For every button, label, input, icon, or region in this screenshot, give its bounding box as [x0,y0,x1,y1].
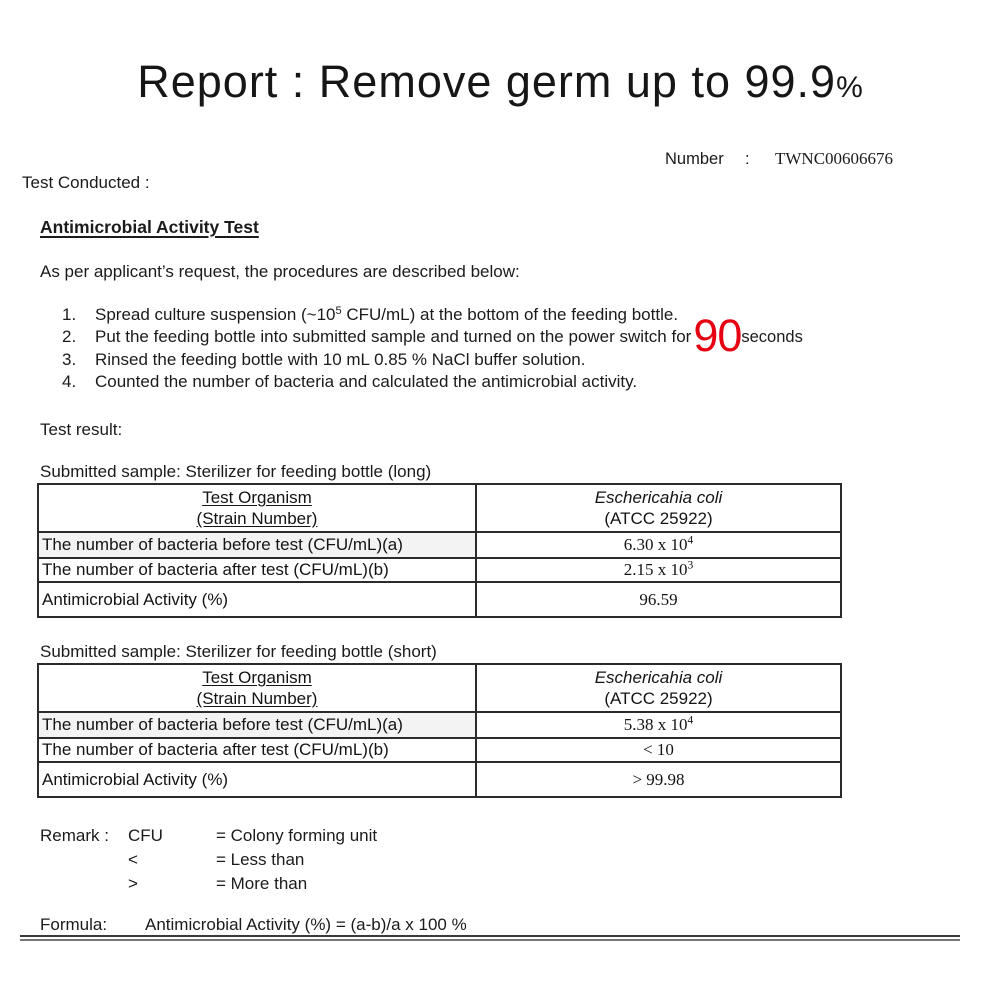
organism-header-line2: (Strain Number) [196,509,318,528]
table-row [38,762,841,797]
remark-label-spacer [40,848,128,872]
result-table-short-sample [37,663,842,798]
test-conducted-label: Test Conducted : [22,173,150,192]
organism-name: Eschericahia coli [594,488,723,507]
procedure-step-number: 1. [62,305,77,324]
row-label: The number of bacteria after test (CFU/mL)(b) [38,558,476,582]
procedure-step-3 [62,349,982,371]
remark-definition: = Less than [216,850,305,869]
row-value [476,558,841,582]
remark-row-more-than [40,872,377,896]
remark-definition: = Colony forming unit [216,826,378,845]
table-row [38,582,841,617]
procedure-step-number: 4. [62,372,77,392]
row-label: The number of bacteria before test (CFU/mL)(a) [38,712,476,738]
row-value-base: > 99.98 [632,769,685,789]
table-caption-long-sample: Submitted sample: Sterilizer for feeding bottle (long) [40,462,432,481]
remark-term: > [128,874,138,893]
row-value-exponent: 3 [687,559,694,572]
table-row [38,738,841,762]
page-title-text: Report : Remove germ up to 99.9 [137,56,837,107]
remark-term: < [128,850,138,869]
procedure-step-superscript: 5 [335,305,342,317]
procedure-step-4 [62,371,982,393]
row-value [476,762,841,797]
row-value-base: < 10 [643,740,674,759]
formula-text: Antimicrobial Activity (%) = (a-b)/a x 100 % [145,915,467,934]
row-value [476,582,841,617]
organism-strain: (ATCC 25922) [604,509,713,528]
procedure-step-number: 3. [62,349,77,369]
table-header-row [38,484,841,532]
table-row [38,712,841,738]
row-value-base: 5.38 x 10 [623,715,688,734]
formula-block [40,915,467,935]
row-label: The number of bacteria after test (CFU/mL)(b) [38,738,476,762]
organism-header-line1: Test Organism [202,668,312,687]
procedure-step-text-post: CFU/mL) at the bottom of the feeding bottle. [341,305,679,324]
organism-header-cell [38,484,476,532]
remark-row-cfu [40,824,377,848]
page-title-percent: % [836,71,863,104]
organism-header-line2: (Strain Number) [196,689,318,708]
report-number-value: TWNC00606676 [775,149,894,168]
organism-strain: (ATCC 25922) [604,689,713,708]
row-value [476,738,841,762]
formula-label: Formula: [40,915,108,934]
report-number-separator: : [745,150,750,168]
row-value-base: 96.59 [639,589,678,609]
remark-block [40,824,377,896]
table-caption-short-sample: Submitted sample: Sterilizer for feeding bottle (short) [40,642,437,661]
row-label: Antimicrobial Activity (%) [38,582,476,617]
remark-definition: = More than [216,874,308,893]
row-value-exponent: 4 [687,714,694,727]
row-value [476,712,841,738]
remark-row-less-than [40,848,377,872]
procedure-step-text-main: Put the feeding bottle into submitted sample and turned on the power switch for [95,327,692,347]
intro-paragraph: As per applicant’s request, the procedures are described below: [40,262,520,281]
section-heading: Antimicrobial Activity Test [40,217,259,237]
procedure-step-number: 2. [62,327,77,347]
organism-value-cell [476,664,841,712]
organism-header-cell [38,664,476,712]
remark-label: Remark : [40,826,109,845]
row-value-base: 6.30 x 10 [623,535,688,554]
bottom-divider [20,935,960,941]
highlighted-duration-unit: seconds [741,328,803,347]
procedure-step-1 [62,304,982,326]
table-row [38,532,841,558]
table-row [38,558,841,582]
procedure-list [62,304,982,394]
test-result-label: Test result: [40,420,123,439]
remark-term: CFU [128,826,163,845]
table-header-row [38,664,841,712]
remark-label-spacer [40,872,128,896]
procedure-step-text: Counted the number of bacteria and calculated the antimicrobial activity. [95,372,638,392]
organism-name: Eschericahia coli [594,668,723,687]
row-value-exponent: 4 [687,534,694,547]
highlighted-duration-value: 90 [693,310,742,362]
procedure-step-text-pre: Spread culture suspension (~10 [95,305,336,324]
result-table-long-sample [37,483,842,618]
report-number-label: Number [665,150,724,168]
organism-value-cell [476,484,841,532]
row-value-base: 2.15 x 10 [623,560,688,579]
organism-header-line1: Test Organism [202,488,312,507]
procedure-step-text [95,304,678,326]
report-number-line [665,149,893,169]
row-value [476,532,841,558]
procedure-step-text: Rinsed the feeding bottle with 10 mL 0.85 % NaCl buffer solution. [95,349,586,369]
row-label: The number of bacteria before test (CFU/mL)(a) [38,532,476,558]
row-label: Antimicrobial Activity (%) [38,762,476,797]
page-title [0,56,1000,108]
